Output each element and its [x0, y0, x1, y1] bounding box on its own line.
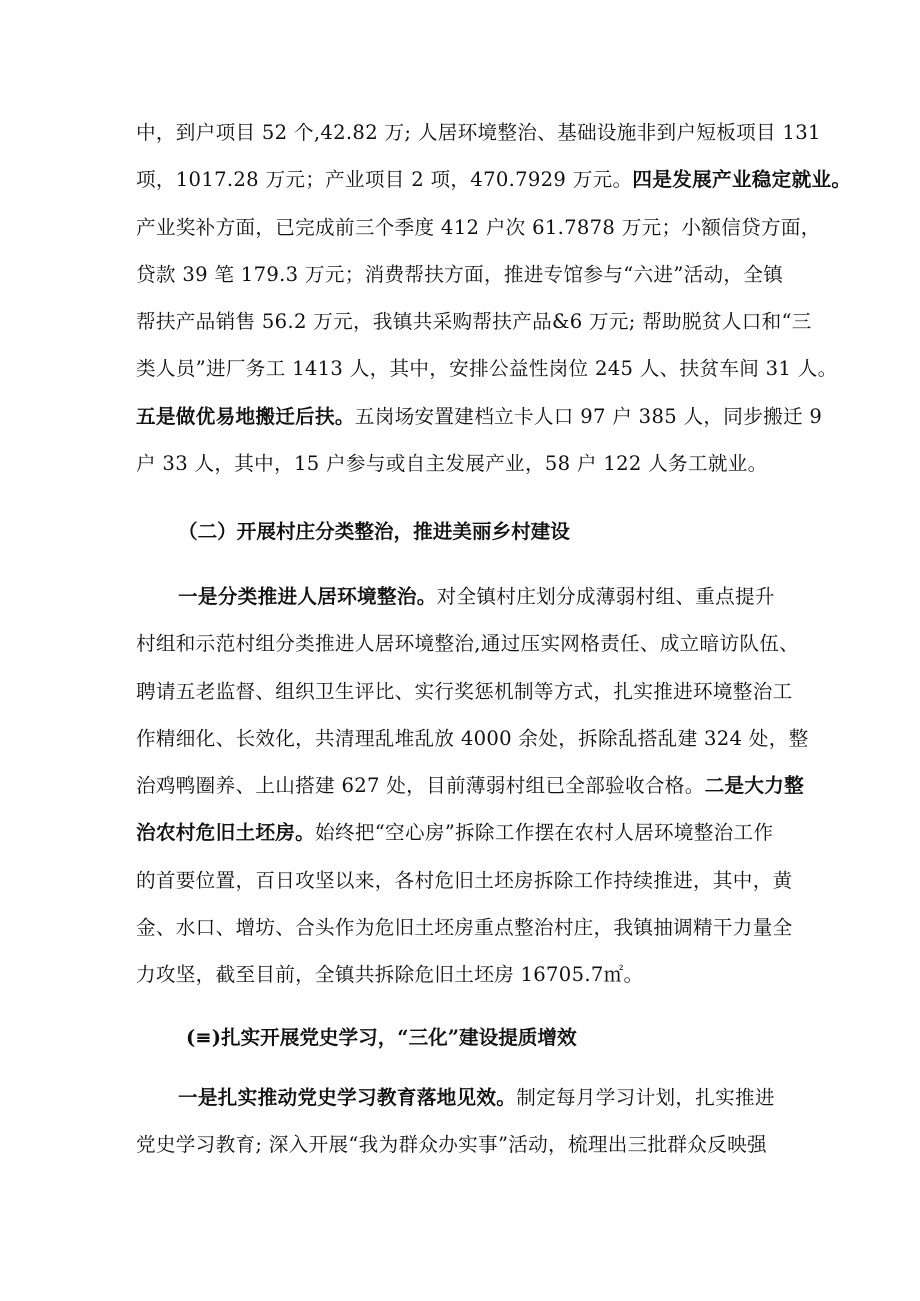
text-line [136, 762, 805, 809]
text-line [136, 809, 792, 856]
text-line: 的首要位置，百日攻坚以来，各村危旧土坯房拆除工作持续推进，其中，黄 [136, 868, 793, 892]
text-line: 产业奖补方面，已完成前三个季度 412 户次 61.7878 万元；小额信贷方面， [136, 215, 821, 239]
bold-lead-phrase: 一是分类推进人居环境整治。 [178, 585, 437, 608]
text-line [136, 1074, 792, 1121]
section-heading: (≡)扎实开展党史学习，“三化”建设提质增效 [186, 1026, 577, 1049]
text-line: 金、水口、增坊、合头作为危旧土坯房重点整治村庄，我镇抽调精干力量全 [136, 916, 793, 940]
text-line: 作精细化、长效化，共清理乱堆乱放 4000 余处，拆除乱搭乱建 324 处，整 [136, 726, 809, 750]
text-line: 中，到户项目 52 个,42.82 万; 人居环境整治、基础设施非到户短板项目 131 [136, 121, 821, 144]
text-segment: 始终把“空心房”拆除工作摆在农村人居环境整治工作 [315, 821, 774, 845]
text-line: 党史学习教育; 深入开展“我为群众办实事”活动，梳理出三批群众反映强 [136, 1133, 767, 1157]
text-line [136, 573, 792, 620]
bold-lead-phrase: 五是做优易地搬迁后扶。 [136, 404, 355, 428]
text-line: 聘请五老监督、组织卫生评比、实行奖惩机制等方式，扎实推进环境整治工 [136, 679, 793, 703]
text-line [136, 393, 823, 440]
text-line: 户 33 人，其中，15 户参与或自主发展产业，58 户 122 人务工就业。 [136, 452, 768, 476]
text-line: 类人员”进厂务工 1413 人，其中，安排公益性岗位 245 人、扶贫车间 31 人。 [136, 357, 838, 381]
text-line: 力攻坚，截至目前，全镇共拆除危旧土坯房 16705.7㎡。 [136, 963, 644, 987]
paragraph-village-renovation [136, 573, 809, 999]
bold-lead-phrase: 二是大力整 [704, 774, 805, 798]
paragraph-party-history [136, 1074, 792, 1169]
text-segment: 对全镇村庄划分成薄弱村组、重点提升 [436, 585, 775, 608]
text-segment: 项，1017.28 万元；产业项目 2 项，470.7929 万元。 [136, 168, 633, 192]
text-line: 帮扶产品销售 56.2 万元，我镇共采购帮扶产品&6 万元; 帮助脱贫人口和“三 [136, 310, 812, 334]
text-segment: 制定每月学习计划，扎实推进 [516, 1086, 775, 1109]
bold-lead-phrase: 四是发展产业稳定就业。 [632, 168, 852, 192]
text-segment: 五岗场安置建档立卡人口 97 户 385 人，同步搬迁 9 [354, 404, 823, 428]
bold-lead-phrase: 一是扎实推动党史学习教育落地见效。 [178, 1086, 517, 1109]
text-line [136, 156, 852, 203]
text-line: 贷款 39 笔 179.3 万元；消费帮扶方面，推进专馆参与“六进”活动，全镇 [136, 262, 784, 286]
paragraph-poverty-projects [136, 109, 852, 487]
section-heading: （二）开展村庄分类整治，推进美丽乡村建设 [178, 520, 570, 543]
bold-lead-phrase: 治农村危旧土坯房。 [136, 821, 316, 845]
text-line: 村组和示范村组分类推进人居环境整治,通过压实网格责任、成立暗访队伍、 [136, 632, 800, 656]
text-segment: 治鸡鸭圈养、上山搭建 627 处，目前薄弱村组已全部验收合格。 [136, 774, 705, 798]
